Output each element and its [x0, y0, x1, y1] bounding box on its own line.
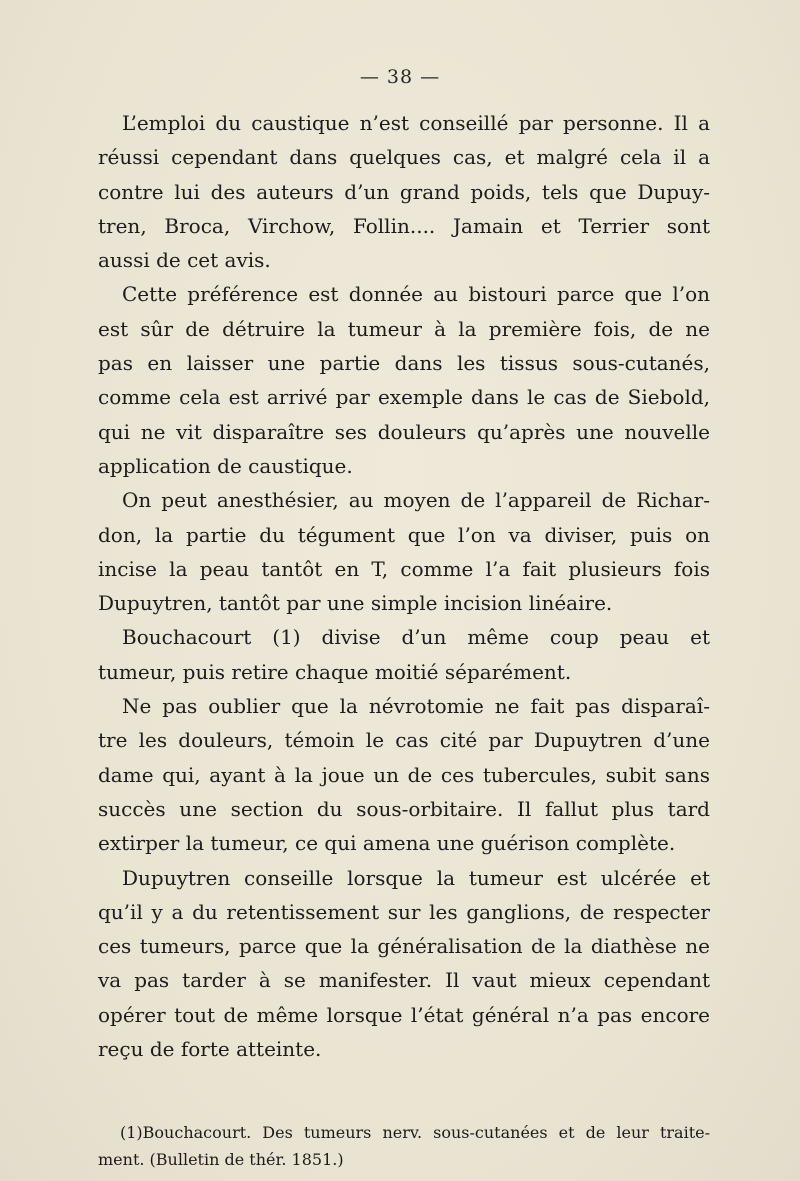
- footnote: [98, 1119, 710, 1173]
- text-line: Dupuytren, tantôt par une simple incision linéaire.: [98, 591, 613, 616]
- text-line: tre les douleurs, témoin le cas cité par Dupuytren d’une: [98, 728, 710, 753]
- text-line: opérer tout de même lorsque l’état général n’a pas encore: [98, 1002, 710, 1027]
- text-line: ces tumeurs, parce que la généralisation de la diathèse ne: [98, 934, 710, 959]
- page-number: — 38 —: [359, 66, 441, 88]
- text-line: On peut anesthésier, au moyen de l’appareil de Richar-: [122, 488, 710, 513]
- text-line: incise la peau tantôt en T, comme l’a fait plusieurs fois: [98, 556, 710, 581]
- text-line: réussi cependant dans quelques cas, et malgré cela il a: [98, 145, 710, 170]
- footnote-line: ment. (Bulletin de thér. 1851.): [98, 1150, 344, 1169]
- text-line: extirper la tumeur, ce qui amena une guérison complète.: [98, 831, 676, 856]
- text-line: tumeur, puis retire chaque moitié séparément.: [98, 659, 572, 684]
- text-line: Dupuytren conseille lorsque la tumeur est ulcérée et: [122, 865, 710, 890]
- text-line: va pas tarder à se manifester. Il vaut mieux cependant: [98, 968, 710, 993]
- text-line: comme cela est arrivé par exemple dans le cas de Siebold,: [98, 385, 710, 410]
- text-line: Ne pas oublier que la névrotomie ne fait pas disparaî-: [122, 694, 710, 719]
- text-line: Bouchacourt (1) divise d’un même coup peau et: [122, 625, 710, 650]
- text-line: tren, Broca, Virchow, Follin.... Jamain et Terrier sont: [98, 213, 710, 238]
- text-line: L’emploi du caustique n’est conseillé par personne. Il a: [122, 111, 710, 135]
- text-line: reçu de forte atteinte.: [98, 1037, 322, 1062]
- text-line: application de caustique.: [98, 453, 353, 478]
- text-line: don, la partie du tégument que l’on va diviser, puis on: [98, 522, 710, 547]
- text-line: dame qui, ayant à la joue un de ces tubercules, subit sans: [98, 762, 710, 787]
- text-line: contre lui des auteurs d’un grand poids, tels que Dupuy-: [98, 179, 710, 204]
- footnote-line: (1)Bouchacourt. Des tumeurs nerv. sous-cutanées et de leur traite-: [120, 1123, 710, 1142]
- body-text: [98, 106, 710, 1066]
- text-line: succès une section du sous-orbitaire. Il fallut plus tard: [98, 796, 710, 821]
- text-line: qui ne vit disparaître ses douleurs qu’après une nouvelle: [98, 419, 710, 444]
- text-line: qu’il y a du retentissement sur les ganglions, de respecter: [98, 899, 710, 924]
- text-line: pas en laisser une partie dans les tissus sous-cutanés,: [98, 351, 710, 376]
- text-line: est sûr de détruire la tumeur à la première fois, de ne: [98, 316, 710, 341]
- text-line: aussi de cet avis.: [98, 248, 271, 273]
- text-line: Cette préférence est donnée au bistouri parce que l’on: [122, 282, 710, 307]
